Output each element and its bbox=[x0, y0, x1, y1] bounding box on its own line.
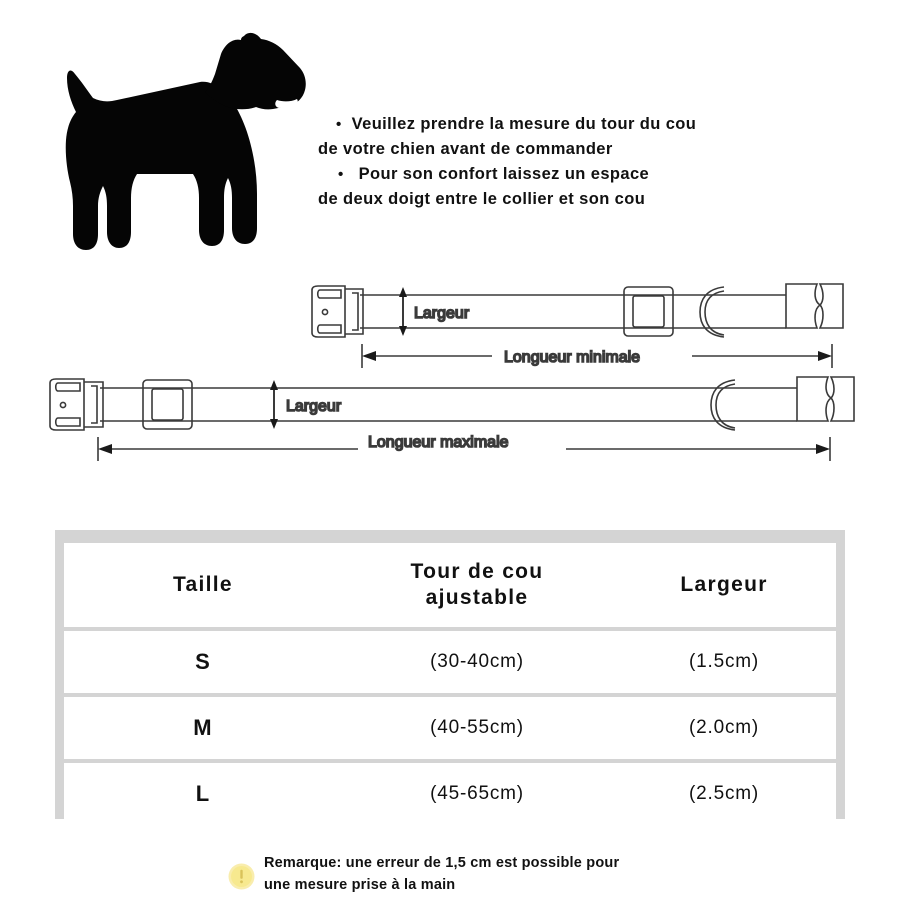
row-size: M bbox=[64, 697, 342, 759]
header-width: Largeur bbox=[612, 543, 836, 627]
note-line-1: Remarque: une erreur de 1,5 cm est possible pour bbox=[264, 855, 620, 871]
bullet-glyph: • bbox=[336, 116, 342, 133]
header-neck bbox=[342, 543, 612, 627]
table-row bbox=[64, 763, 836, 825]
instruction-text-2b: de deux doigt entre le collier et son cou bbox=[318, 190, 646, 208]
row-width: (2.5cm) bbox=[612, 763, 836, 825]
header-neck-line1: Tour de cou bbox=[410, 560, 544, 583]
row-width: (2.0cm) bbox=[612, 697, 836, 759]
instruction-text-1b-line bbox=[318, 137, 758, 162]
collar-max-width-label: Largeur bbox=[286, 398, 342, 415]
collar-min-graphic bbox=[312, 284, 843, 337]
dog-silhouette-icon bbox=[45, 22, 325, 267]
instruction-text-2a: Pour son confort laissez un espace bbox=[358, 165, 650, 183]
header-section bbox=[0, 0, 919, 275]
note-line-2: une mesure prise à la main bbox=[264, 877, 456, 893]
footer-note bbox=[228, 852, 698, 896]
row-size: L bbox=[64, 763, 342, 825]
instruction-text-1b: de votre chien avant de commander bbox=[318, 140, 613, 158]
row-size: S bbox=[64, 631, 342, 693]
instruction-text-1a: Veuillez prendre la mesure du tour du cou bbox=[351, 115, 697, 133]
collar-diagrams bbox=[0, 275, 919, 515]
note-text-block bbox=[264, 852, 619, 896]
collar-max-width-arrow bbox=[270, 380, 278, 429]
table-header-row bbox=[64, 543, 836, 627]
table-row bbox=[64, 631, 836, 693]
collar-min-width-arrow bbox=[399, 287, 407, 336]
collar-max-graphic bbox=[50, 377, 854, 430]
instruction-bullet-1 bbox=[318, 112, 758, 137]
bullet-glyph-2: • bbox=[338, 166, 344, 183]
size-chart-table bbox=[55, 530, 845, 819]
instruction-bullet-2 bbox=[318, 162, 758, 187]
row-neck: (40-55cm) bbox=[342, 697, 612, 759]
table-row bbox=[64, 697, 836, 759]
collar-min-width-label: Largeur bbox=[414, 305, 470, 322]
warning-exclamation-icon bbox=[228, 863, 255, 890]
collar-max-length-label: Longueur maximale bbox=[368, 434, 509, 451]
header-size: Taille bbox=[64, 543, 342, 627]
instructions-list bbox=[318, 112, 758, 212]
row-width: (1.5cm) bbox=[612, 631, 836, 693]
row-neck: (30-40cm) bbox=[342, 631, 612, 693]
row-neck: (45-65cm) bbox=[342, 763, 612, 825]
header-neck-line2: ajustable bbox=[425, 586, 529, 609]
instruction-text-2b-line bbox=[318, 187, 758, 212]
collar-min-length-label: Longueur minimale bbox=[504, 349, 641, 366]
